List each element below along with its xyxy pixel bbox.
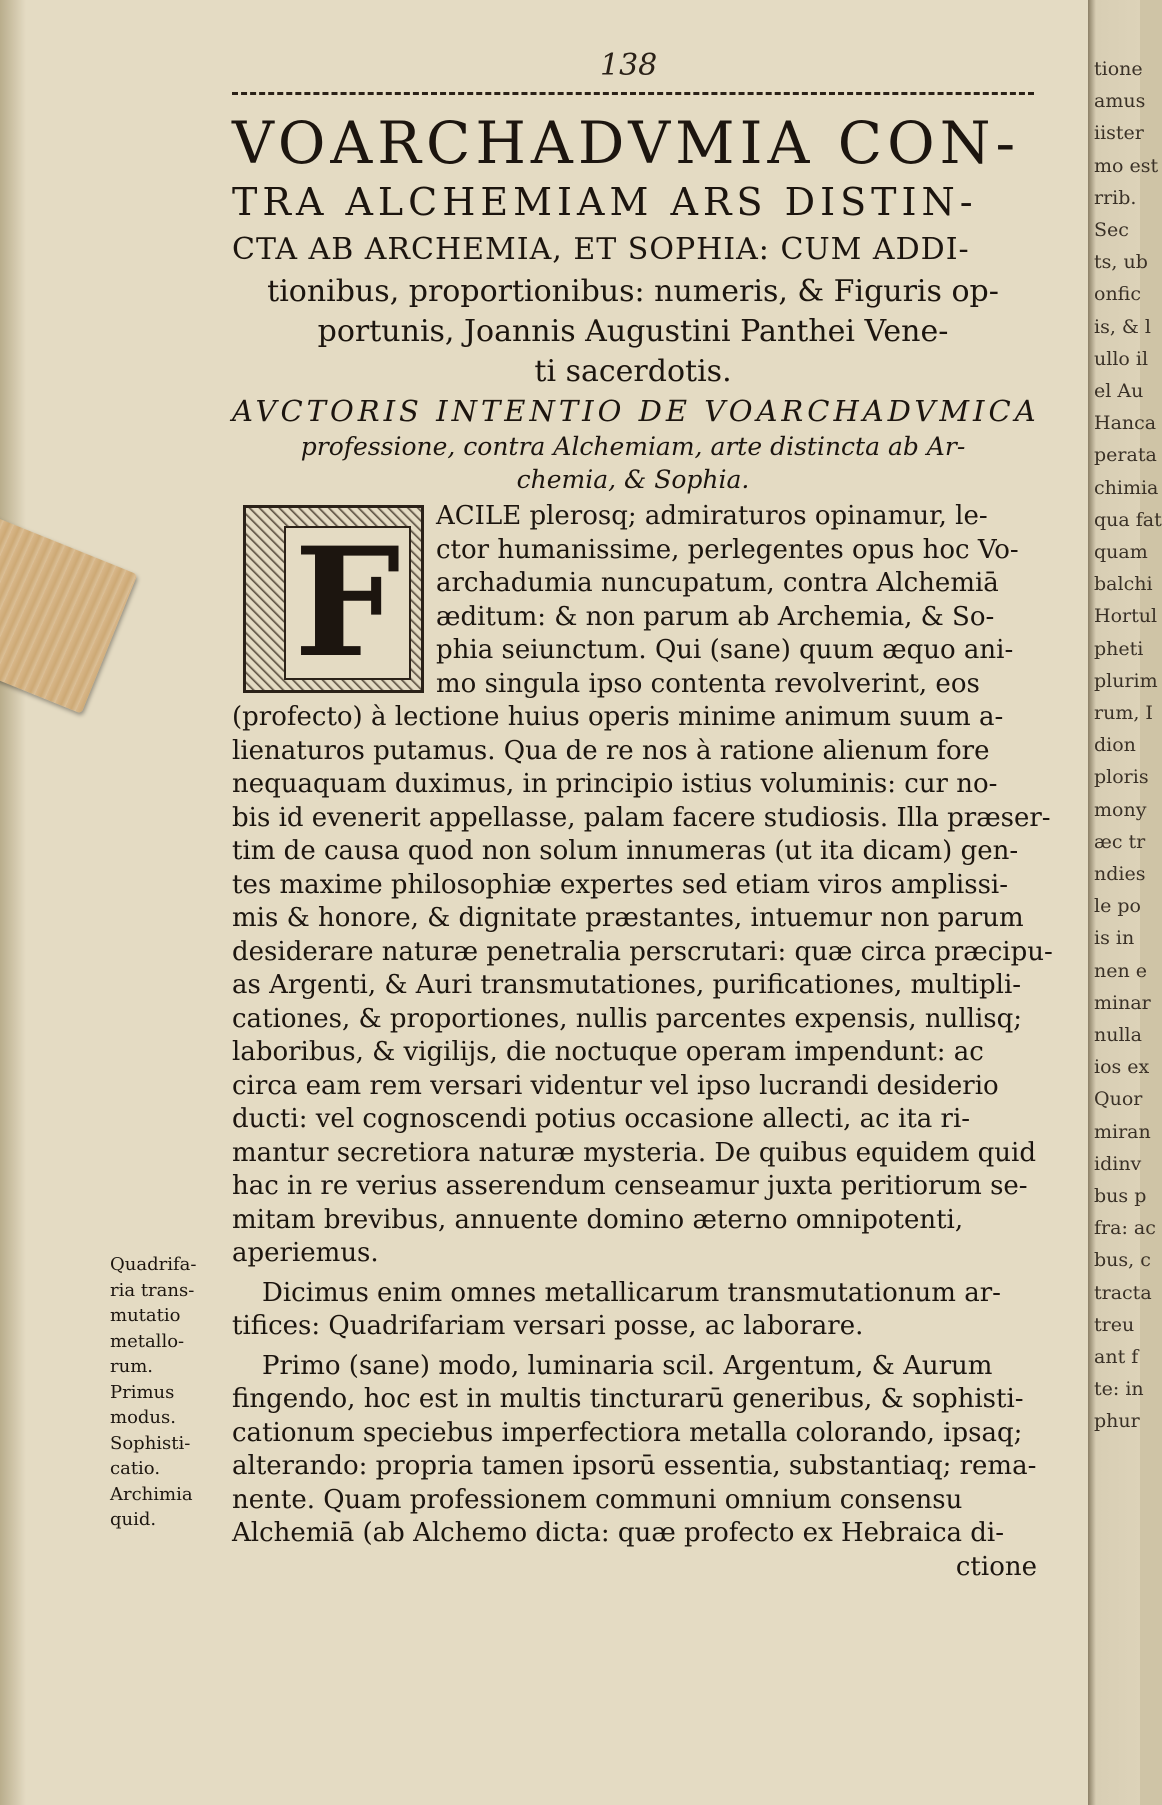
page-number: 138 — [600, 48, 658, 83]
facing-page-fragment: nulla — [1094, 1024, 1142, 1046]
text-line: (profecto) à lectione huius operis minime animum suum a- — [232, 702, 1004, 732]
margin-note-line: modus. — [110, 1407, 176, 1428]
text-line: ducti: vel cognoscendi potius occasione allecti, ac ita ri- — [232, 1104, 971, 1134]
text-line: nente. Quam professionem communi omnium consensu — [232, 1484, 963, 1515]
facing-page-fragment: te: in — [1094, 1378, 1144, 1401]
facing-page-fragment: fra: ac — [1094, 1217, 1156, 1240]
section-heading-line: chemia, & Sophia. — [516, 465, 750, 494]
facing-page-fragment: bus p — [1094, 1185, 1147, 1207]
text-line: mo singula ipso contenta revolverint, eos — [436, 668, 980, 699]
facing-page-fragment: tracta — [1094, 1281, 1152, 1304]
facing-page-fragment: is, & l — [1094, 315, 1151, 338]
facing-page-fragment: iister — [1094, 122, 1144, 145]
text-line: tim de causa quod non solum innumeras (ut ita dicam) gen- — [232, 836, 1019, 866]
text-line: cationum speciebus imperfectiora metalla colorando, ipsaq; — [232, 1417, 1023, 1448]
text-line: alterando: propria tamen ipsorū essentia, substantiaq; rema- — [232, 1451, 1037, 1481]
margin-notes — [110, 1252, 222, 1533]
title-line: tionibus, proportionibus: numeris, & Figuris op- — [267, 274, 999, 309]
text-line: tes maxime philosophiæ expertes sed etiam viros amplissi- — [232, 869, 1009, 900]
margin-note-line: ria trans- — [110, 1279, 195, 1301]
section-heading-line: professione, contra Alchemiam, arte distincta ab Ar- — [300, 432, 966, 461]
facing-page-fragment: phur — [1094, 1410, 1140, 1433]
facing-page-fragment: Hanca — [1094, 412, 1157, 435]
facing-page-fragment: dion — [1094, 734, 1136, 757]
facing-page-fragment: el Au — [1094, 380, 1144, 402]
margin-note-line: Sophisti- — [110, 1432, 191, 1454]
body-text — [232, 500, 1053, 1584]
facing-page-fragment: le po — [1094, 895, 1141, 918]
text-line: mitam brevibus, annuente domino æterno omnipotenti, — [232, 1204, 964, 1235]
facing-page-fragment: bus, c — [1094, 1249, 1151, 1272]
margin-note-line: catio. — [110, 1458, 161, 1479]
margin-note-line: Quadrifa- — [110, 1254, 197, 1275]
text-line: ctor humanissime, perlegentes opus hoc Vo- — [436, 534, 1019, 565]
header-rule — [232, 92, 1034, 95]
margin-note-line: rum. — [110, 1356, 153, 1377]
text-line: laboribus, & vigilijs, die noctuque operam impendunt: ac — [232, 1037, 984, 1067]
margin-note-line: metallo- — [110, 1330, 185, 1352]
facing-page-fragment: balchi — [1094, 573, 1153, 596]
facing-page-fragment: plurim — [1094, 669, 1158, 692]
text-line: mantur secretiora naturæ mysteria. De quibus equidem quid — [232, 1137, 1036, 1168]
title-line: TRA ALCHEMIAM ARS DISTIN- — [232, 180, 978, 224]
facing-page-fragment: rum, I — [1094, 702, 1153, 724]
text-line: mis & honore, & dignitate præstantes, intuemur non parum — [232, 903, 1024, 933]
facing-page-fragment: amus — [1094, 90, 1146, 113]
facing-page-fragment: nen e — [1094, 959, 1148, 982]
facing-page-fragment: pheti — [1094, 637, 1144, 660]
section-heading-line: AVCTORIS INTENTIO DE VOARCHADVMICA — [232, 394, 1040, 428]
title-line: portunis, Joannis Augustini Panthei Vene- — [317, 314, 949, 349]
facing-page-fragment: onfic — [1094, 283, 1141, 306]
facing-page-fragment: tione — [1094, 58, 1143, 80]
facing-page-fragment: perata — [1094, 444, 1157, 467]
title-line: CTA AB ARCHEMIA, ET SOPHIA: CUM ADDI- — [232, 232, 970, 267]
text-line: æditum: & non parum ab Archemia, & So- — [436, 601, 995, 632]
facing-page-fragment: miran — [1094, 1120, 1151, 1143]
facing-page-fragment: idinv — [1094, 1152, 1142, 1175]
initial-letter: F — [284, 526, 411, 680]
facing-page-fragment: Sec — [1094, 219, 1129, 241]
title-line: VOARCHADVMIA CON- — [232, 109, 1021, 177]
facing-page-fragment: ndies — [1094, 863, 1146, 885]
facing-page-fragment: chimia — [1094, 476, 1159, 499]
facing-page-fragment: Quor — [1094, 1088, 1143, 1111]
text-line: bis id evenerit appellasse, palam facere studiosis. Illa præser- — [232, 802, 1051, 833]
facing-page-fragment: æc tr — [1094, 830, 1146, 853]
text-line: tifices: Quadrifariam versari posse, ac laborare. — [232, 1311, 864, 1341]
title-line: ti sacerdotis. — [534, 354, 732, 389]
margin-note-line: Primus — [110, 1381, 175, 1403]
text-line: Alchemiā (ab Alchemo dicta: quæ profecto ex Hebraica di- — [232, 1518, 1005, 1548]
text-line: fingendo, hoc est in multis tincturarū generibus, & sophisti- — [232, 1384, 1024, 1414]
facing-page-fragment: ullo il — [1094, 347, 1149, 370]
facing-page-fragment: mo est — [1094, 154, 1159, 177]
facing-page-fragment: rrib. — [1094, 186, 1137, 209]
facing-page-fragment: Hortul — [1094, 605, 1158, 628]
text-line: as Argenti, & Auri transmutationes, purificationes, multipli- — [232, 970, 1022, 1000]
facing-page-fragment: ts, ub — [1094, 251, 1148, 274]
text-line: phia seiunctum. Qui (sane) quum æquo ani- — [436, 635, 1014, 665]
text-line: nequaquam duximus, in principio istius voluminis: cur no- — [232, 769, 998, 799]
text-line: archadumia nuncupatum, contra Alchemiā — [436, 568, 999, 598]
facing-page-fragment: mony — [1094, 798, 1147, 821]
margin-note-line: quid. — [110, 1509, 157, 1530]
facing-page-fragment: minar — [1094, 991, 1151, 1014]
facing-page-fragment: ios ex — [1094, 1056, 1150, 1079]
facing-page-fragment: treu — [1094, 1313, 1135, 1336]
text-line: lienaturos putamus. Qua de re nos à ratione alienum fore — [232, 735, 990, 766]
facing-page-fragment: quam — [1094, 541, 1148, 563]
facing-page-fragment: is in — [1094, 927, 1135, 950]
title-block — [232, 110, 1034, 392]
section-heading — [232, 392, 1040, 496]
margin-note-line: Archimia — [110, 1483, 193, 1505]
facing-page-fragment: ploris — [1094, 766, 1149, 789]
text-line: aperiemus. — [232, 1238, 379, 1268]
text-line: ACILE plerosq; admiraturos opinamur, le- — [436, 501, 988, 531]
text-line: circa eam rem versari videntur vel ipso lucrandi desiderio — [232, 1070, 999, 1101]
text-line: Primo (sane) modo, luminaria scil. Argentum, & Aurum — [262, 1350, 993, 1381]
text-line: Dicimus enim omnes metallicarum transmutationum ar- — [262, 1277, 1001, 1308]
margin-note-line: mutatio — [110, 1305, 181, 1326]
text-line: cationes, & proportiones, nullis parcentes expensis, nullisq; — [232, 1003, 1023, 1034]
facing-page-edge — [1088, 0, 1162, 1805]
wooden-page-marker — [0, 516, 137, 713]
text-line: hac in re verius asserendum censeamur juxta peritiorum se- — [232, 1171, 1028, 1201]
facing-page-fragment: ant f — [1094, 1346, 1139, 1368]
text-line: desiderare naturæ penetralia perscrutari: quæ circa præcipu- — [232, 936, 1053, 967]
text-line: ctione — [955, 1551, 1037, 1582]
facing-page-fragment: qua fat — [1094, 508, 1162, 531]
